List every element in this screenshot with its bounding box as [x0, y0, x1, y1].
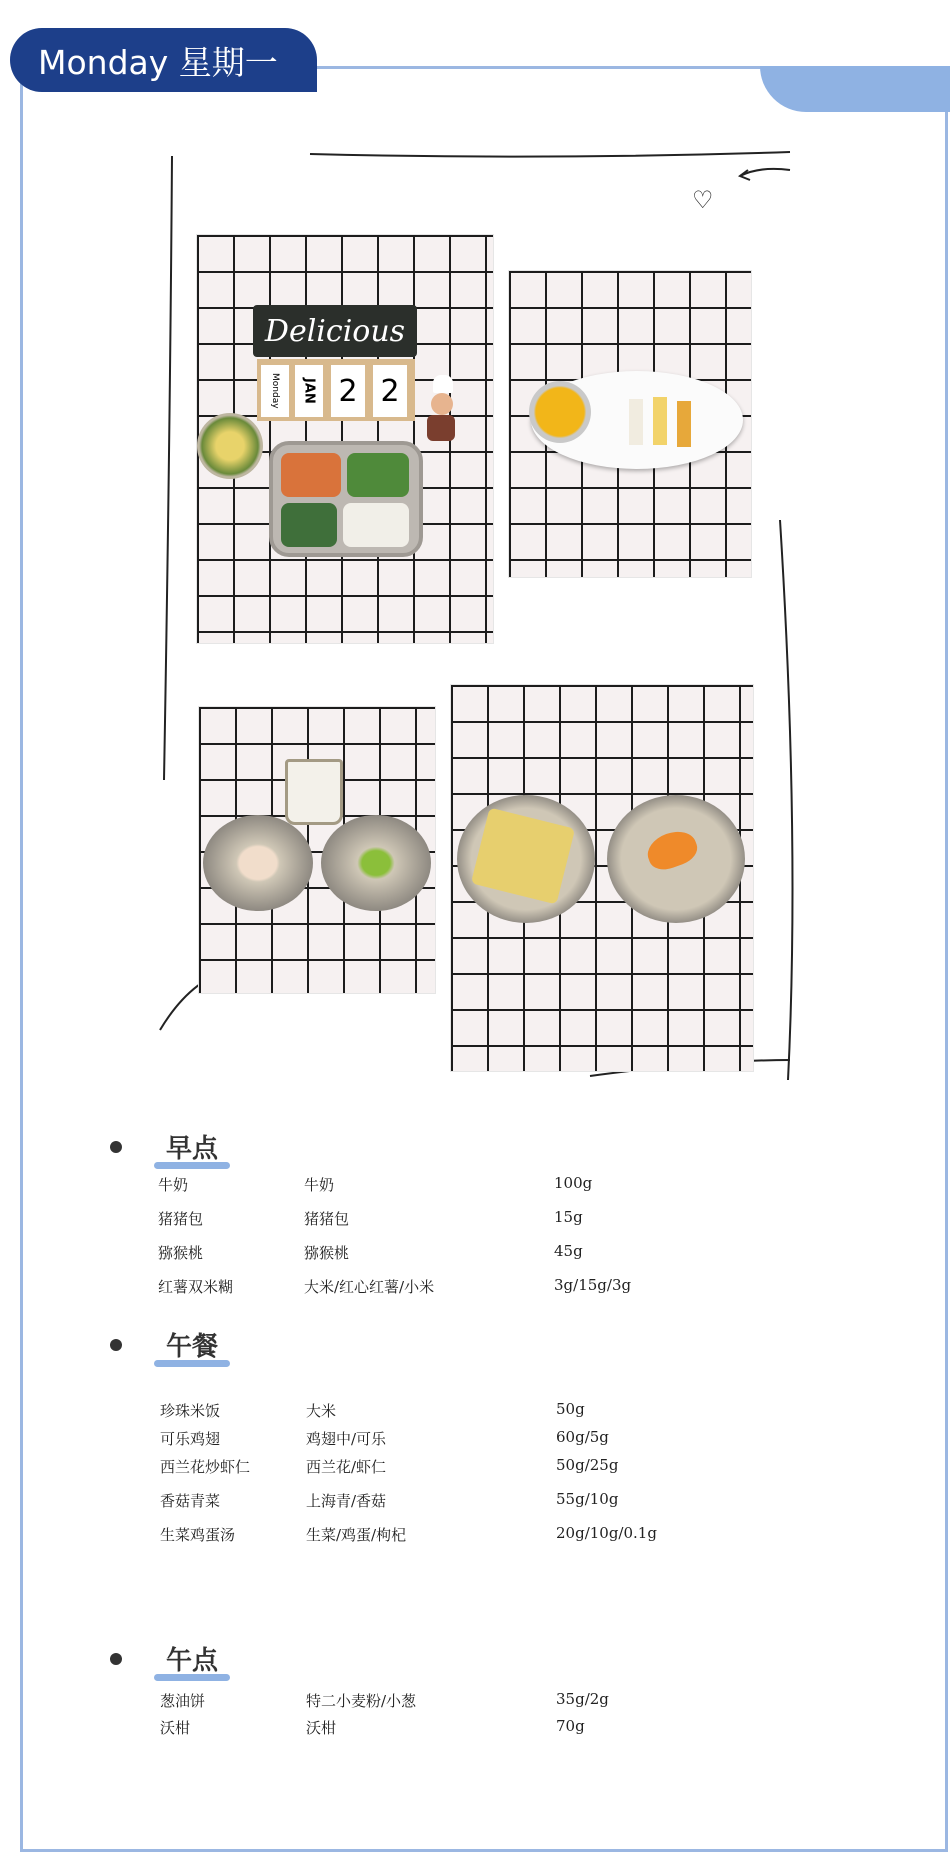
ingredients: 猪猪包: [304, 1210, 350, 1228]
food-slice: [677, 401, 691, 447]
food-slice: [653, 397, 667, 445]
calendar-card-month: JAN: [295, 365, 323, 417]
section-breakfast-heading: [110, 1128, 230, 1165]
section-title: 午点: [154, 1640, 230, 1677]
ingredients: 上海青/香菇: [306, 1492, 387, 1510]
page-title: Monday 星期一: [10, 28, 317, 92]
dish-name: 牛奶: [158, 1176, 189, 1194]
dish-name: 葱油饼: [160, 1692, 206, 1710]
quantity: 50g/25g: [556, 1456, 619, 1474]
ingredients: 猕猴桃: [304, 1244, 350, 1262]
quantity: 15g: [554, 1208, 583, 1226]
divided-tray: [269, 441, 423, 557]
plate-bun: [203, 815, 313, 911]
ingredients: 西兰花/虾仁: [306, 1458, 387, 1476]
section-title: 早点: [154, 1128, 230, 1165]
section-lunch-heading: [110, 1326, 230, 1363]
photo-afternoon-snack: [450, 684, 754, 1072]
plate-kiwi: [321, 815, 431, 911]
dish-name: 香菇青菜: [160, 1492, 221, 1510]
dish-name: 生菜鸡蛋汤: [160, 1526, 236, 1544]
section-title: 午餐: [154, 1326, 230, 1363]
ingredients: 鸡翅中/可乐: [306, 1430, 387, 1448]
dish-name: 猪猪包: [158, 1210, 204, 1228]
chef-figurine: [427, 375, 455, 445]
quantity: 60g/5g: [556, 1428, 609, 1446]
heart-icon: ♡: [692, 186, 714, 214]
ingredients: 沃柑: [306, 1719, 337, 1737]
dish-name: 西兰花炒虾仁: [160, 1458, 251, 1476]
quantity: 45g: [554, 1242, 583, 1260]
sign-text: Delicious: [264, 313, 406, 349]
bullet-icon: [110, 1339, 122, 1351]
corner-decoration: [760, 66, 950, 112]
ingredients: 生菜/鸡蛋/枸杞: [306, 1526, 407, 1544]
ingredients: 大米: [306, 1402, 337, 1420]
dish-name: 红薯双米糊: [158, 1278, 234, 1296]
bullet-icon: [110, 1141, 122, 1153]
sauce-cup: [529, 381, 591, 443]
quantity: 20g/10g/0.1g: [556, 1524, 657, 1542]
dish-name: 可乐鸡翅: [160, 1430, 221, 1448]
section-afternoon-heading: [110, 1640, 230, 1677]
ingredients: 大米/红心红薯/小米: [304, 1278, 435, 1296]
ingredients: 特二小麦粉/小葱: [306, 1692, 417, 1710]
quantity: 70g: [556, 1717, 585, 1735]
dish-name: 沃柑: [160, 1719, 191, 1737]
sign-board: [253, 305, 417, 357]
dish-name: 猕猴桃: [158, 1244, 204, 1262]
quantity: 50g: [556, 1400, 585, 1418]
calendar-card-digit: 2: [373, 365, 407, 417]
quantity: 35g/2g: [556, 1690, 609, 1708]
photo-lunch-tray: [196, 234, 494, 644]
bullet-icon: [110, 1653, 122, 1665]
quantity: 100g: [554, 1174, 593, 1192]
ingredients: 牛奶: [304, 1176, 335, 1194]
photo-breakfast: [198, 706, 436, 994]
calendar-card-digit: 2: [331, 365, 365, 417]
food-slice: [629, 399, 643, 445]
dish-name: 珍珠米饭: [160, 1402, 221, 1420]
soup-bowl: [197, 413, 263, 479]
calendar-card-day: Monday: [261, 365, 289, 417]
milk-cup: [285, 759, 343, 825]
photo-fruit-plate: [508, 270, 752, 578]
quantity: 3g/15g/3g: [554, 1276, 632, 1294]
quantity: 55g/10g: [556, 1490, 619, 1508]
